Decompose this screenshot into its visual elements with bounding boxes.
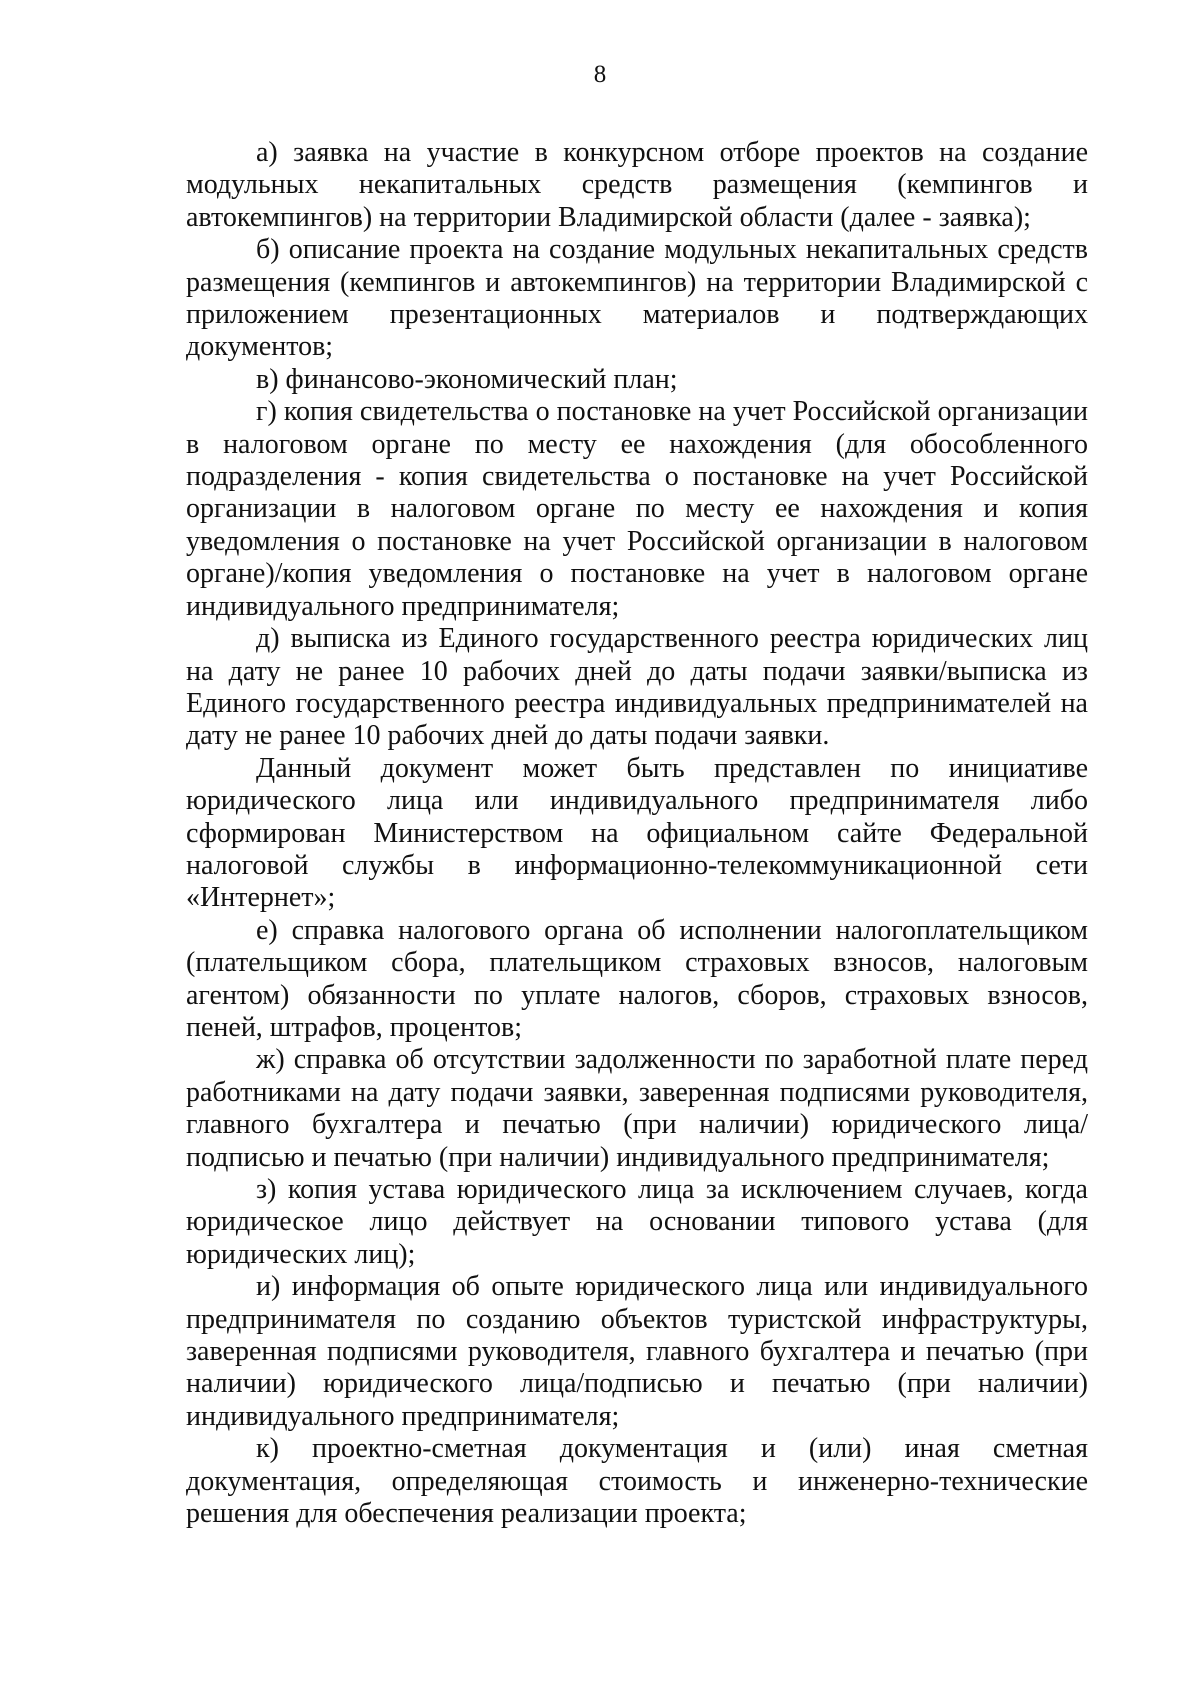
list-item-z: з) копия устава юридического лица за исключением случаев, когда юридическое лицо действует на основании типового устава (для юридических лиц); [186, 1174, 1088, 1270]
list-item-b: б) описание проекта на создание модульных некапитальных средств размещения (кемпингов и автокемпингов) на территории Владимирской с приложением презентационных материалов и подтверждающих документов; [186, 234, 1088, 363]
list-item-d: д) выписка из Единого государственного реестра юридических лиц на дату не ранее 10 рабочих дней до даты подачи заявки/выписка из Единого государственного реестра индивидуальных предпринимателей на дату не ранее 10 рабочих дней до даты подачи заявки. [186, 623, 1088, 752]
list-item-g: г) копия свидетельства о постановке на учет Российской организации в налоговом органе по месту ее нахождения (для обособленного подразделения - копия свидетельства о постановке на учет Российской организации в налоговом органе по месту ее нахождения и копия уведомления о постановке на учет Российской организации в налоговом органе)/копия уведомления о постановке на учет в налоговом органе индивидуального предпринимателя; [186, 396, 1088, 622]
list-item-v: в) финансово-экономический план; [256, 363, 678, 395]
list-item-i: и) информация об опыте юридического лица или индивидуального предпринимателя по созданию объектов туристской инфраструктуры, заверенная подписями руководителя, главного бухгалтера и печатью (при наличии) юридического лица/подписью и печатью (при наличии) индивидуального предпринимателя; [186, 1271, 1088, 1432]
list-item-a: а) заявка на участие в конкурсном отборе проектов на создание модульных некапитальных средств размещения (кемпингов и автокемпингов) на территории Владимирской области (далее - заявка); [186, 137, 1088, 233]
list-item-d-note: Данный документ может быть представлен по инициативе юридического лица или индивидуального предпринимателя либо сформирован Министерством на официальном сайте Федеральной налоговой службы в информационно-телекоммуникационной сети «Интернет»; [186, 752, 1088, 914]
list-item-e: е) справка налогового органа об исполнении налогоплательщиком (плательщиком сбора, плательщиком страховых взносов, налоговым агентом) обязанности по уплате налогов, сборов, страховых взносов, пеней, штрафов, процентов; [186, 914, 1088, 1043]
list-item-k: к) проектно-сметная документация и (или) иная сметная документация, определяющая стоимость и инженерно-технические решения для обеспечения реализации проекта; [186, 1433, 1088, 1530]
page-number: 8 [593, 61, 607, 88]
document-body [186, 137, 1088, 1530]
list-item-zh: ж) справка об отсутствии задолженности по заработной плате перед работниками на дату подачи заявки, заверенная подписями руководителя, главного бухгалтера и печатью (при наличии) юридического лица/подписью и печатью (при наличии) индивидуального предпринимателя; [186, 1044, 1088, 1173]
